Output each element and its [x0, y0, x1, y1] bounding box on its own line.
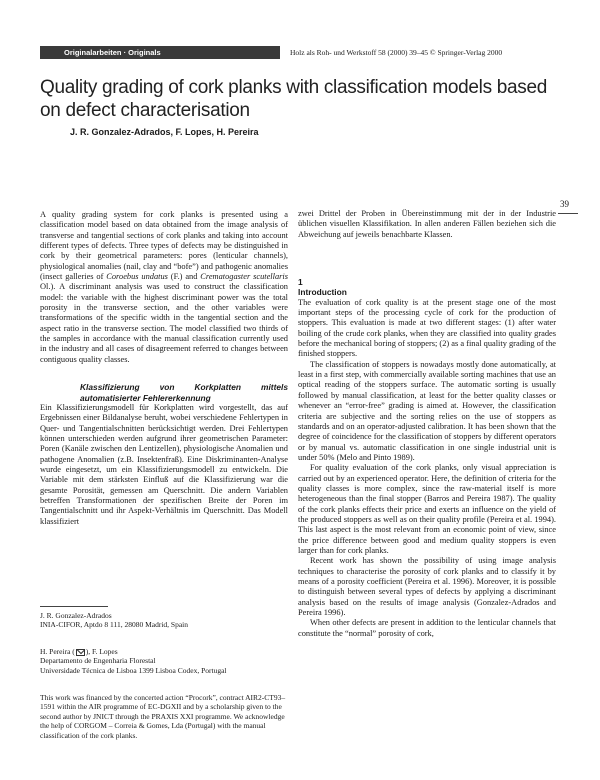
corresponding-author: H. Pereira	[40, 647, 71, 656]
left-column	[40, 210, 288, 527]
envelope-icon	[76, 649, 85, 656]
intro-paragraph-1: The evaluation of cork quality is at the present stage one of the most important steps of the processing cycle of cork for the production of stoppers. This evaluation is made at two different stages: (1) after water boiling of the crude cork planks, when they are classified into quality grades before the mechanical boring of stoppers; (2) as a final quality grading of the finished stoppers.	[298, 297, 556, 359]
intro-paragraph-4: Recent work has shown the possibility of using image analysis techniques to characterise the porosity of cork planks and to classify it by means of a porosity coefficient (Pereira et al. 1996). Moreover, it is possible to distinguish between several types of defects by applying a discriminant analysis based on the results of image analysis (Gonzalez-Adrados and Pereira 1996).	[298, 556, 556, 618]
right-column	[298, 209, 556, 639]
affiliation-1-name: J. R. Gonzalez-Adrados	[40, 611, 112, 620]
species-name-coroebus: Coroebus undatus	[106, 272, 168, 282]
footnote-rule	[40, 606, 108, 607]
german-abstract-continued: zwei Drittel der Proben in Übereinstimmung mit der in der Industrie üblichen visuellen Klassifikation. In allen anderen Fällen beziehen sich die Abweichung auf jeweils benachbarte Klassen.	[298, 209, 556, 239]
abstract-text-3: Ol.). A discriminant analysis was used to construct the classification model: the variable with the highest discriminant power was the total porosity in the transverse section, and the other variables were transformations of the specific width in the tangential section and the aspect ratio in the transverse section. The model classified two thirds of the samples in accordance with the manual classification currently used in the industry and all cases of disagreement referred to changes between contiguous quality classes.	[40, 282, 288, 364]
section-number: 1	[298, 277, 303, 288]
section-label: Originalarbeiten · Originals	[40, 46, 280, 59]
affiliation-2-department: Departamento de Engenharia Florestal	[40, 656, 156, 666]
affiliation-1	[40, 611, 290, 630]
intro-paragraph-3: For quality evaluation of the cork planks, only visual appreciation is carried out by an experienced operator. Here, the definition of criteria for the quality classes is more complex, since the raw-material itself is more heterogeneous than the final stopper (Barros and Pereira 1987). The quality of the cork planks effects their price and exerts an influence on the yield of the produced stoppers as well as on their quality profile (Pereira et al. 1994). This last aspect is the most relevant from an economic point of view, since the price difference between good and medium quality stoppers is even larger than for cork planks.	[298, 463, 556, 555]
abstract-text-2: (F.) and	[167, 272, 201, 282]
article-title: Quality grading of cork planks with classification models based on defect characterisation	[40, 77, 548, 121]
intro-paragraph-2: The classification of stoppers is nowadays mostly done automatically, at least in a first step, with commercially available sorting machines that use an optical reading of the stoppers surface. The automatic sorting is usually followed by manual classification, at least for the better quality classes or whenever an “error-free” grading is aimed at. However, the classification criteria are subjective and the sorting relies on the use of stoppers as standards and on an operator-adjusted calibration. It has been shown that the degree of coincidence for the classification of stoppers by different operators or by manual vs. automatic classification in one single industrial unit is under 50% (Melo and Pinto 1989).	[298, 359, 556, 462]
co-author: , F. Lopes	[88, 647, 118, 656]
abstract-text-1: A quality grading system for cork planks is presented using a classification model based on data obtained from the image analysis of transverse and tangential sections of cork planks and taking into account different types of defects. Three types of defects may be distinguished in cork by their geometrical parameters: pores (lenticular channels), physiological anomalies (nail, clay and “bofe”) and pathogenic anomalies (insect galleries of	[40, 210, 288, 282]
funding-note: This work was financed by the concerted action “Procork”, contract AIR2-CT93–1591 within the AIR programme of EC-DGXII and by a scholarship given to the second author by JNICT through the PRAXIS XXI programme. We acknowledge the help of CORGOM – Correia & Gomes, Lda (Portugal) with the manual classification of the cork planks.	[40, 693, 286, 740]
affiliation-1-address: INIA-CIFOR, Aptdo 8 111, 28080 Madrid, Spain	[40, 620, 188, 630]
affiliation-2-address: Universidade Técnica de Lisboa 1399 Lisboa Codex, Portugal	[40, 665, 227, 675]
german-abstract-heading: Klassifizierung von Korkplatten mittels automatisierter Fehlererkennung	[80, 382, 288, 403]
abstract	[40, 210, 288, 365]
intro-paragraph-5: When other defects are present in addition to the lenticular channels that constitute the “normal” porosity of cork,	[298, 618, 556, 638]
affiliation-2-names: H. Pereira ( ), F. Lopes	[40, 647, 118, 656]
affiliation-2	[40, 647, 290, 675]
journal-reference: Holz als Roh- und Werkstoff 58 (2000) 39–45 © Springer-Verlag 2000	[290, 48, 503, 57]
german-abstract: Ein Klassifizierungsmodell für Korkplatten wird vorgestellt, das auf Ergebnissen einer Bildanalyse beruht, wobei verschiedene Fehlertypen in Quer- und Tangentialschnitten berücksichtigt werden. Drei Fehlertypen können unterschieden werden aufgrund ihrer geometrischen Parameter: Poren (Kanäle zwischen den Lentizellen), physiologische Anomalien und pathogene Anomalien (z.B. Insektenfraß). Eine Diskriminanten-Analyse wurde eingesetzt, um ein Klassifizierungsmodell zu entwickeln. Die Variable mit dem stärksten Einfluß auf die Klassifizierung war die gesamte Porosität, gemessen am Querschnitt. Die andern Variablen betreffen Transformationen der spezifischen Breite der Poren im Tangentialschnitt und ihr Aspekt-Verhältnis im Querschnitt. Das Modell klassifiziert	[40, 402, 288, 526]
page-number-rule	[558, 213, 578, 214]
section-title: Introduction	[298, 287, 347, 298]
page-number: 39	[560, 199, 569, 209]
author-list: J. R. Gonzalez-Adrados, F. Lopes, H. Pereira	[70, 127, 259, 137]
species-name-crematogaster: Crematogaster scutellaris	[200, 272, 288, 282]
